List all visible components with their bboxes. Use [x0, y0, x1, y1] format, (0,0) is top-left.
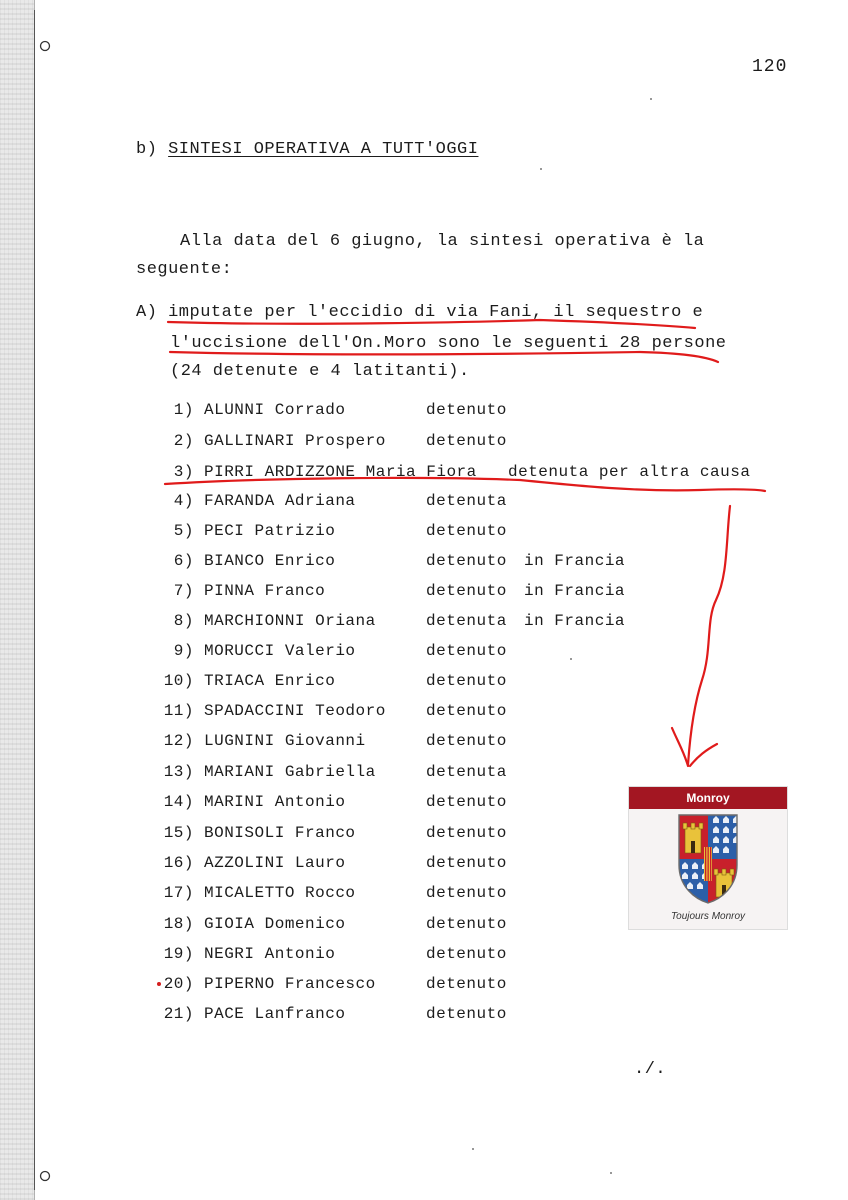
item-name: SPADACCINI Teodoro [204, 702, 386, 720]
item-name: MORUCCI Valerio [204, 642, 356, 660]
item-name: PIPERNO Francesco [204, 975, 376, 993]
paper-speck [610, 1172, 612, 1174]
item-name: MARINI Antonio [204, 793, 346, 811]
coat-of-arms-icon [677, 813, 739, 905]
item-name: MARIANI Gabriella [204, 763, 376, 781]
item-number: 14) [163, 793, 194, 811]
item-name: GIOIA Domenico [204, 915, 346, 933]
item-name: ALUNNI Corrado [204, 401, 346, 419]
item-status: detenuto [426, 732, 507, 750]
item-name: BONISOLI Franco [204, 824, 356, 842]
item-name: GALLINARI Prospero [204, 432, 386, 450]
item-number: 20) [163, 975, 194, 993]
coat-of-arms-card [628, 786, 788, 930]
item-number: 9) [173, 642, 194, 660]
item-number: 3) [173, 463, 194, 481]
intro-line-1: Alla data del 6 giugno, la sintesi operativa è la [180, 232, 705, 251]
item-number: 7) [173, 582, 194, 600]
item-status: detenuto [426, 793, 507, 811]
item-name: PECI Patrizio [204, 522, 336, 540]
intro-line-2: seguente: [136, 260, 233, 279]
paper-speck [570, 658, 572, 660]
punch-hole-bottom [39, 1170, 51, 1182]
item-location: in Francia [524, 612, 626, 630]
item-status: detenuto [426, 824, 507, 842]
point-a-label: A) [136, 303, 158, 322]
item-name: PIRRI ARDIZZONE Maria Fiora [204, 463, 477, 481]
item-name: MICALETTO Rocco [204, 884, 356, 902]
item-status: detenuto [426, 975, 507, 993]
item-status: detenuto [426, 884, 507, 902]
item-name: BIANCO Enrico [204, 552, 336, 570]
point-a-text-1: imputate per l'eccidio di via Fani, il sequestro e [168, 303, 704, 322]
item-name: FARANDA Adriana [204, 492, 356, 510]
item-name: MARCHIONNI Oriana [204, 612, 376, 630]
item-number: 21) [163, 1005, 194, 1023]
item-status: detenuto [426, 702, 507, 720]
item-status: detenuto [426, 642, 507, 660]
item-number: 13) [163, 763, 194, 781]
item-number: 5) [173, 522, 194, 540]
item-number: 18) [163, 915, 194, 933]
item-name: PINNA Franco [204, 582, 326, 600]
point-a-line-2: l'uccisione dell'On.Moro sono le seguenti 28 persone [170, 334, 727, 353]
punch-hole-top [39, 40, 51, 52]
item-status: detenuto [426, 915, 507, 933]
item-status: detenuta [426, 612, 507, 630]
continuation-mark: ./. [634, 1060, 667, 1079]
item-status: detenuto [426, 522, 507, 540]
item-number: 4) [173, 492, 194, 510]
paper-speck [650, 98, 652, 100]
item-number: 6) [173, 552, 194, 570]
item-status: detenuto [426, 854, 507, 872]
item-location: in Francia [524, 552, 626, 570]
item-number: 10) [163, 672, 194, 690]
item-number: 11) [163, 702, 194, 720]
page-number: 120 [752, 57, 788, 77]
item-number: 15) [163, 824, 194, 842]
item-number: 12) [163, 732, 194, 750]
item-name: PACE Lanfranco [204, 1005, 346, 1023]
item-name: NEGRI Antonio [204, 945, 336, 963]
item-status: detenuto [426, 432, 507, 450]
item-status: detenuto [426, 552, 507, 570]
item-name: LUGNINI Giovanni [204, 732, 366, 750]
margin-rule [34, 10, 35, 1190]
item-status: detenuta [426, 763, 507, 781]
item-status: detenuto [426, 582, 507, 600]
item-number: 2) [173, 432, 194, 450]
item-status: detenuto [426, 401, 507, 419]
section-prefix: b) [136, 140, 158, 159]
card-motto: Toujours Monroy [670, 911, 746, 922]
section-title: SINTESI OPERATIVA A TUTT'OGGI [168, 140, 479, 159]
item-number: 1) [173, 401, 194, 419]
item-number: 19) [163, 945, 194, 963]
item-number: 8) [173, 612, 194, 630]
point-a-line-3: (24 detenute e 4 latitanti). [170, 362, 470, 381]
item-status: detenuto [426, 945, 507, 963]
item-status: detenuto [426, 672, 507, 690]
paper-speck [540, 168, 542, 170]
binding-edge [0, 0, 35, 1200]
item-name: TRIACA Enrico [204, 672, 336, 690]
item-status: detenuta [426, 492, 507, 510]
item-number: 16) [163, 854, 194, 872]
card-title: Monroy [629, 787, 787, 809]
item-status: detenuto [426, 1005, 507, 1023]
item-status: detenuta per altra causa [508, 463, 751, 481]
paper-speck [472, 1148, 474, 1150]
item-number: 17) [163, 884, 194, 902]
people-list [160, 0, 800, 1100]
item-location: in Francia [524, 582, 626, 600]
red-marker-dot [157, 982, 161, 986]
item-name: AZZOLINI Lauro [204, 854, 346, 872]
